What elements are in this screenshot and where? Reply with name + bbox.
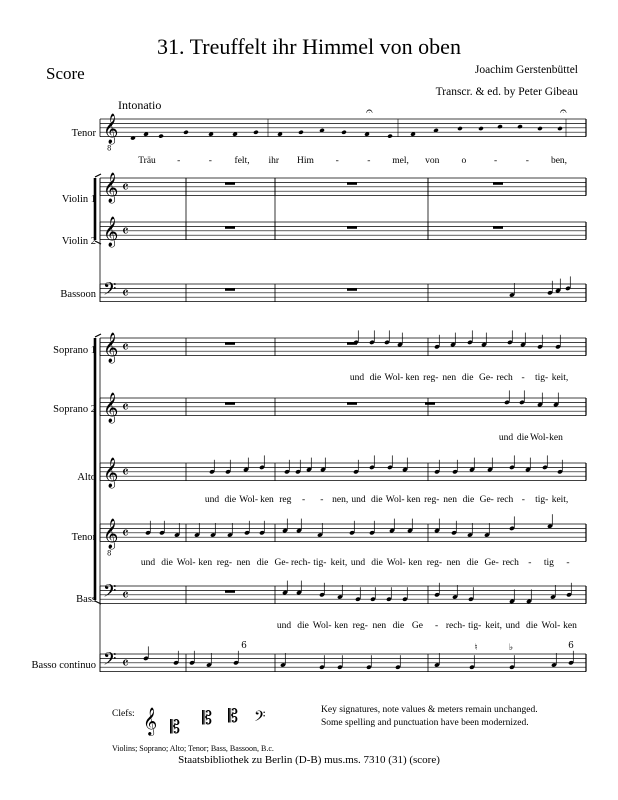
tenor-lyric: - — [528, 558, 532, 568]
instrument-label-bassoon: Bassoon — [60, 289, 96, 300]
soprano-1-lyric: Ge- — [479, 373, 494, 383]
instrument-label-alto: Alto — [77, 472, 96, 483]
bass-lyric: die — [526, 621, 538, 631]
bass-lyric: nen — [372, 621, 387, 631]
bass-lyric: - — [434, 621, 439, 631]
tenor-lyric: tig — [543, 558, 554, 568]
measure-rest — [225, 182, 235, 184]
tenor-lyric: die — [161, 558, 173, 568]
bass-lyric: die — [297, 621, 309, 631]
measure-rest — [347, 182, 357, 184]
soprano-1-lyric: Wol- — [384, 373, 404, 383]
soprano-1-lyric: - — [521, 373, 525, 383]
tenor-lyric: keit, — [330, 558, 348, 568]
intonation-lyric: - — [494, 156, 498, 166]
clefs-legend-label: Clefs: — [112, 709, 135, 719]
tenor-lyric: Wol- — [176, 558, 196, 568]
soprano-1-lyric: die — [369, 373, 382, 383]
c-clef-icon: 𝄡 — [170, 717, 181, 738]
soprano-2-lyric: ken — [549, 433, 563, 443]
bass-lyric: tig- — [468, 621, 482, 631]
intonation-lyric: - — [335, 156, 339, 166]
treble-clef-icon: 𝄞 — [103, 332, 119, 363]
strings-bracket-hook — [95, 174, 101, 177]
soprano-1-lyric: und — [349, 373, 365, 383]
treble-clef-icon: 𝄞 — [103, 172, 119, 203]
soprano-1-lyric: ken — [405, 373, 420, 383]
alto-lyric: - — [301, 495, 306, 505]
bass-clef-icon: 𝄢 — [103, 648, 117, 673]
soprano-1-lyric: reg- — [423, 373, 439, 383]
tenor-lyric: reg- — [216, 558, 233, 568]
alto-lyric: reg — [279, 495, 292, 505]
intonation-lyric: Träu — [138, 156, 156, 166]
treble-clef-icon: 𝄞 — [103, 216, 119, 247]
instrument-label-bass: Bass — [76, 594, 96, 605]
bass-lyric: und — [276, 621, 292, 631]
tenor-lyric: - — [566, 558, 570, 568]
clefs-legend-caption: Violins; Soprano; Alto; Tenor; Bass, Bassoon, B.c. — [112, 744, 274, 753]
editor-credit: Transcr. & ed. by Peter Gibeau — [435, 86, 578, 98]
alto-lyric: - — [320, 495, 324, 505]
alto-lyric: und — [204, 495, 220, 505]
instrument-label-soprano-2: Soprano 2 — [53, 404, 96, 415]
bass-lyric: ken — [563, 621, 577, 631]
figured-bass-figure: 6 — [241, 641, 247, 651]
measure-rest — [225, 342, 235, 344]
intonation-lyric: Him — [297, 156, 314, 166]
instrument-label-violin-1: Violin 1 — [61, 194, 96, 205]
time-signature-icon: 𝄴 — [122, 283, 129, 302]
alto-lyric: nen, — [332, 495, 349, 505]
intonation-lyric: von — [425, 156, 440, 166]
intonation-note — [457, 126, 463, 131]
bass-lyric: Wol- — [541, 621, 561, 631]
soprano-2-lyric: und — [498, 433, 514, 443]
alto-lyric: ken — [406, 495, 421, 505]
tenor-lyric: ken — [198, 558, 213, 568]
intonation-lyric: mel, — [392, 156, 409, 166]
source-footer: Staatsbibliothek zu Berlin (D-B) mus.ms. 7310 (31) (score) — [178, 754, 440, 766]
alto-lyric: die — [462, 495, 475, 505]
tenor-lyric: rech- — [290, 558, 311, 568]
edition-note-line-1: Key signatures, note values & meters remain unchanged. — [321, 705, 538, 715]
alto-lyric: rech — [496, 495, 514, 505]
measure-rest — [347, 288, 357, 290]
intonation-note — [517, 124, 523, 129]
intonation-note — [130, 135, 136, 140]
intonation-lyric: - — [208, 156, 212, 166]
fermata-icon: 𝄐 — [366, 104, 373, 118]
instrument-label-tenor: Tenor — [71, 532, 96, 543]
choir-bracket-hook — [95, 334, 101, 337]
intonation-note — [341, 130, 347, 135]
intonation-lyric: ihr — [268, 156, 280, 166]
intonation-lyric: - — [525, 156, 529, 166]
score-title: 31. Treuffelt ihr Himmel von oben — [157, 34, 461, 59]
tenor-lyric: die — [371, 558, 383, 568]
tenor-lyric: Ge- — [274, 558, 289, 568]
figured-bass-figure: ♭ — [508, 643, 514, 653]
tenor-lyric: tig- — [313, 558, 327, 568]
score-label: Score — [46, 64, 85, 83]
tenor-lyric: die — [256, 558, 269, 568]
intonation-note — [183, 130, 189, 135]
soprano-2-lyric: Wol- — [529, 433, 549, 443]
c-clef-icon: 𝄡 — [202, 708, 213, 729]
soprano-1-lyric: die — [461, 373, 474, 383]
tenor-lyric: und — [350, 558, 366, 568]
time-signature-icon: 𝄴 — [122, 523, 129, 542]
figured-bass-figure: 6 — [568, 641, 574, 651]
bass-lyric: Wol- — [312, 621, 332, 631]
alto-lyric: die — [371, 495, 383, 505]
time-signature-icon: 𝄴 — [122, 177, 129, 196]
edition-note-line-2: Some spelling and punctuation have been modernized. — [321, 718, 529, 728]
alto-lyric: ken — [260, 495, 274, 505]
measure-rest — [225, 288, 235, 290]
bass-clef-icon: 𝄢 — [103, 580, 117, 605]
intonation-lyric: ben, — [550, 156, 568, 166]
measure-rest — [347, 402, 357, 404]
instrument-label-basso-continuo: Basso continuo — [31, 660, 96, 671]
soprano-2-lyric: die — [516, 433, 529, 443]
tenor-lyric: reg- — [426, 558, 443, 568]
bass-clef-icon: 𝄢 — [254, 708, 266, 729]
tenor-lyric: nen — [446, 558, 461, 568]
measure-rest — [493, 226, 503, 228]
soprano-1-lyric: rech — [496, 373, 513, 383]
time-signature-icon: 𝄴 — [122, 397, 129, 416]
soprano-1-lyric: keit, — [551, 373, 569, 383]
tenor-lyric: die — [466, 558, 479, 568]
alto-lyric: die — [224, 495, 237, 505]
instrument-label-tenor-intonation: Tenor — [71, 128, 96, 139]
alto-lyric: tig- — [535, 495, 549, 505]
bass-lyric: die — [392, 621, 405, 631]
intonation-note — [478, 126, 484, 131]
time-signature-icon: 𝄴 — [122, 462, 129, 481]
composer-name: Joachim Gerstenbüttel — [474, 64, 578, 76]
bass-lyric: keit, — [485, 621, 503, 631]
instrument-label-violin-2: Violin 2 — [61, 236, 96, 247]
bass-lyric: Ge — [411, 621, 424, 631]
figured-bass-figure: ♮ — [474, 643, 478, 653]
time-signature-icon: 𝄴 — [122, 221, 129, 240]
intonation-lyric: felt, — [234, 156, 250, 166]
bass-clef-icon: 𝄢 — [103, 278, 117, 303]
tenor-lyric: rech — [502, 558, 519, 568]
measure-rest — [493, 182, 503, 184]
intonation-note — [253, 130, 259, 135]
treble-clef-icon: 𝄞 — [103, 392, 119, 423]
measure-rest — [225, 402, 235, 404]
alto-lyric: nen — [443, 495, 457, 505]
intonation-note — [387, 134, 393, 139]
alto-lyric: reg- — [424, 495, 440, 505]
measure-rest — [225, 226, 235, 228]
alto-lyric: Ge- — [479, 495, 494, 505]
treble-clef-icon: 𝄞 — [103, 457, 119, 488]
intonation-note — [497, 124, 503, 129]
tenor-lyric: ken — [408, 558, 423, 568]
treble-clef-icon: 𝄞 — [103, 518, 119, 549]
intonation-note — [537, 126, 543, 131]
tenor-lyric: und — [140, 558, 156, 568]
alto-lyric: Wol- — [239, 495, 259, 505]
measure-rest — [425, 402, 435, 404]
intonation-lyric: - — [177, 156, 181, 166]
intonation-note — [298, 130, 304, 135]
fermata-icon: 𝄐 — [560, 104, 567, 118]
tenor-lyric: Ge- — [484, 558, 499, 568]
instrument-label-soprano-1: Soprano 1 — [53, 345, 96, 356]
alto-lyric: Wol- — [385, 495, 405, 505]
time-signature-icon: 𝄴 — [122, 337, 129, 356]
time-signature-icon: 𝄴 — [122, 585, 129, 604]
treble-clef-icon: 𝄞 — [103, 113, 119, 144]
octave-marker: 8 — [107, 549, 112, 558]
measure-rest — [225, 590, 235, 592]
c-clef-icon: 𝄡 — [228, 706, 239, 727]
soprano-1-lyric: tig- — [534, 373, 549, 383]
time-signature-icon: 𝄴 — [122, 653, 129, 672]
treble-clef-icon: 𝄞 — [143, 707, 158, 735]
bass-lyric: ken — [334, 621, 349, 631]
soprano-1-lyric: nen — [442, 373, 457, 383]
tenor-lyric: Wol- — [386, 558, 406, 568]
intonation-lyric: - — [367, 156, 371, 166]
alto-lyric: und — [351, 495, 366, 505]
measure-rest — [347, 226, 357, 228]
bass-lyric: und — [505, 621, 520, 631]
tenor-lyric: nen — [236, 558, 251, 568]
octave-marker: 8 — [107, 144, 112, 153]
bass-lyric: reg- — [352, 621, 368, 631]
intonation-note — [557, 126, 563, 131]
intonatio-label: Intonatio — [118, 98, 162, 112]
intonation-note — [158, 134, 164, 139]
intonation-lyric: o — [461, 156, 467, 166]
bass-lyric: rech- — [445, 621, 466, 631]
alto-lyric: - — [521, 495, 525, 505]
alto-lyric: keit, — [551, 495, 569, 505]
